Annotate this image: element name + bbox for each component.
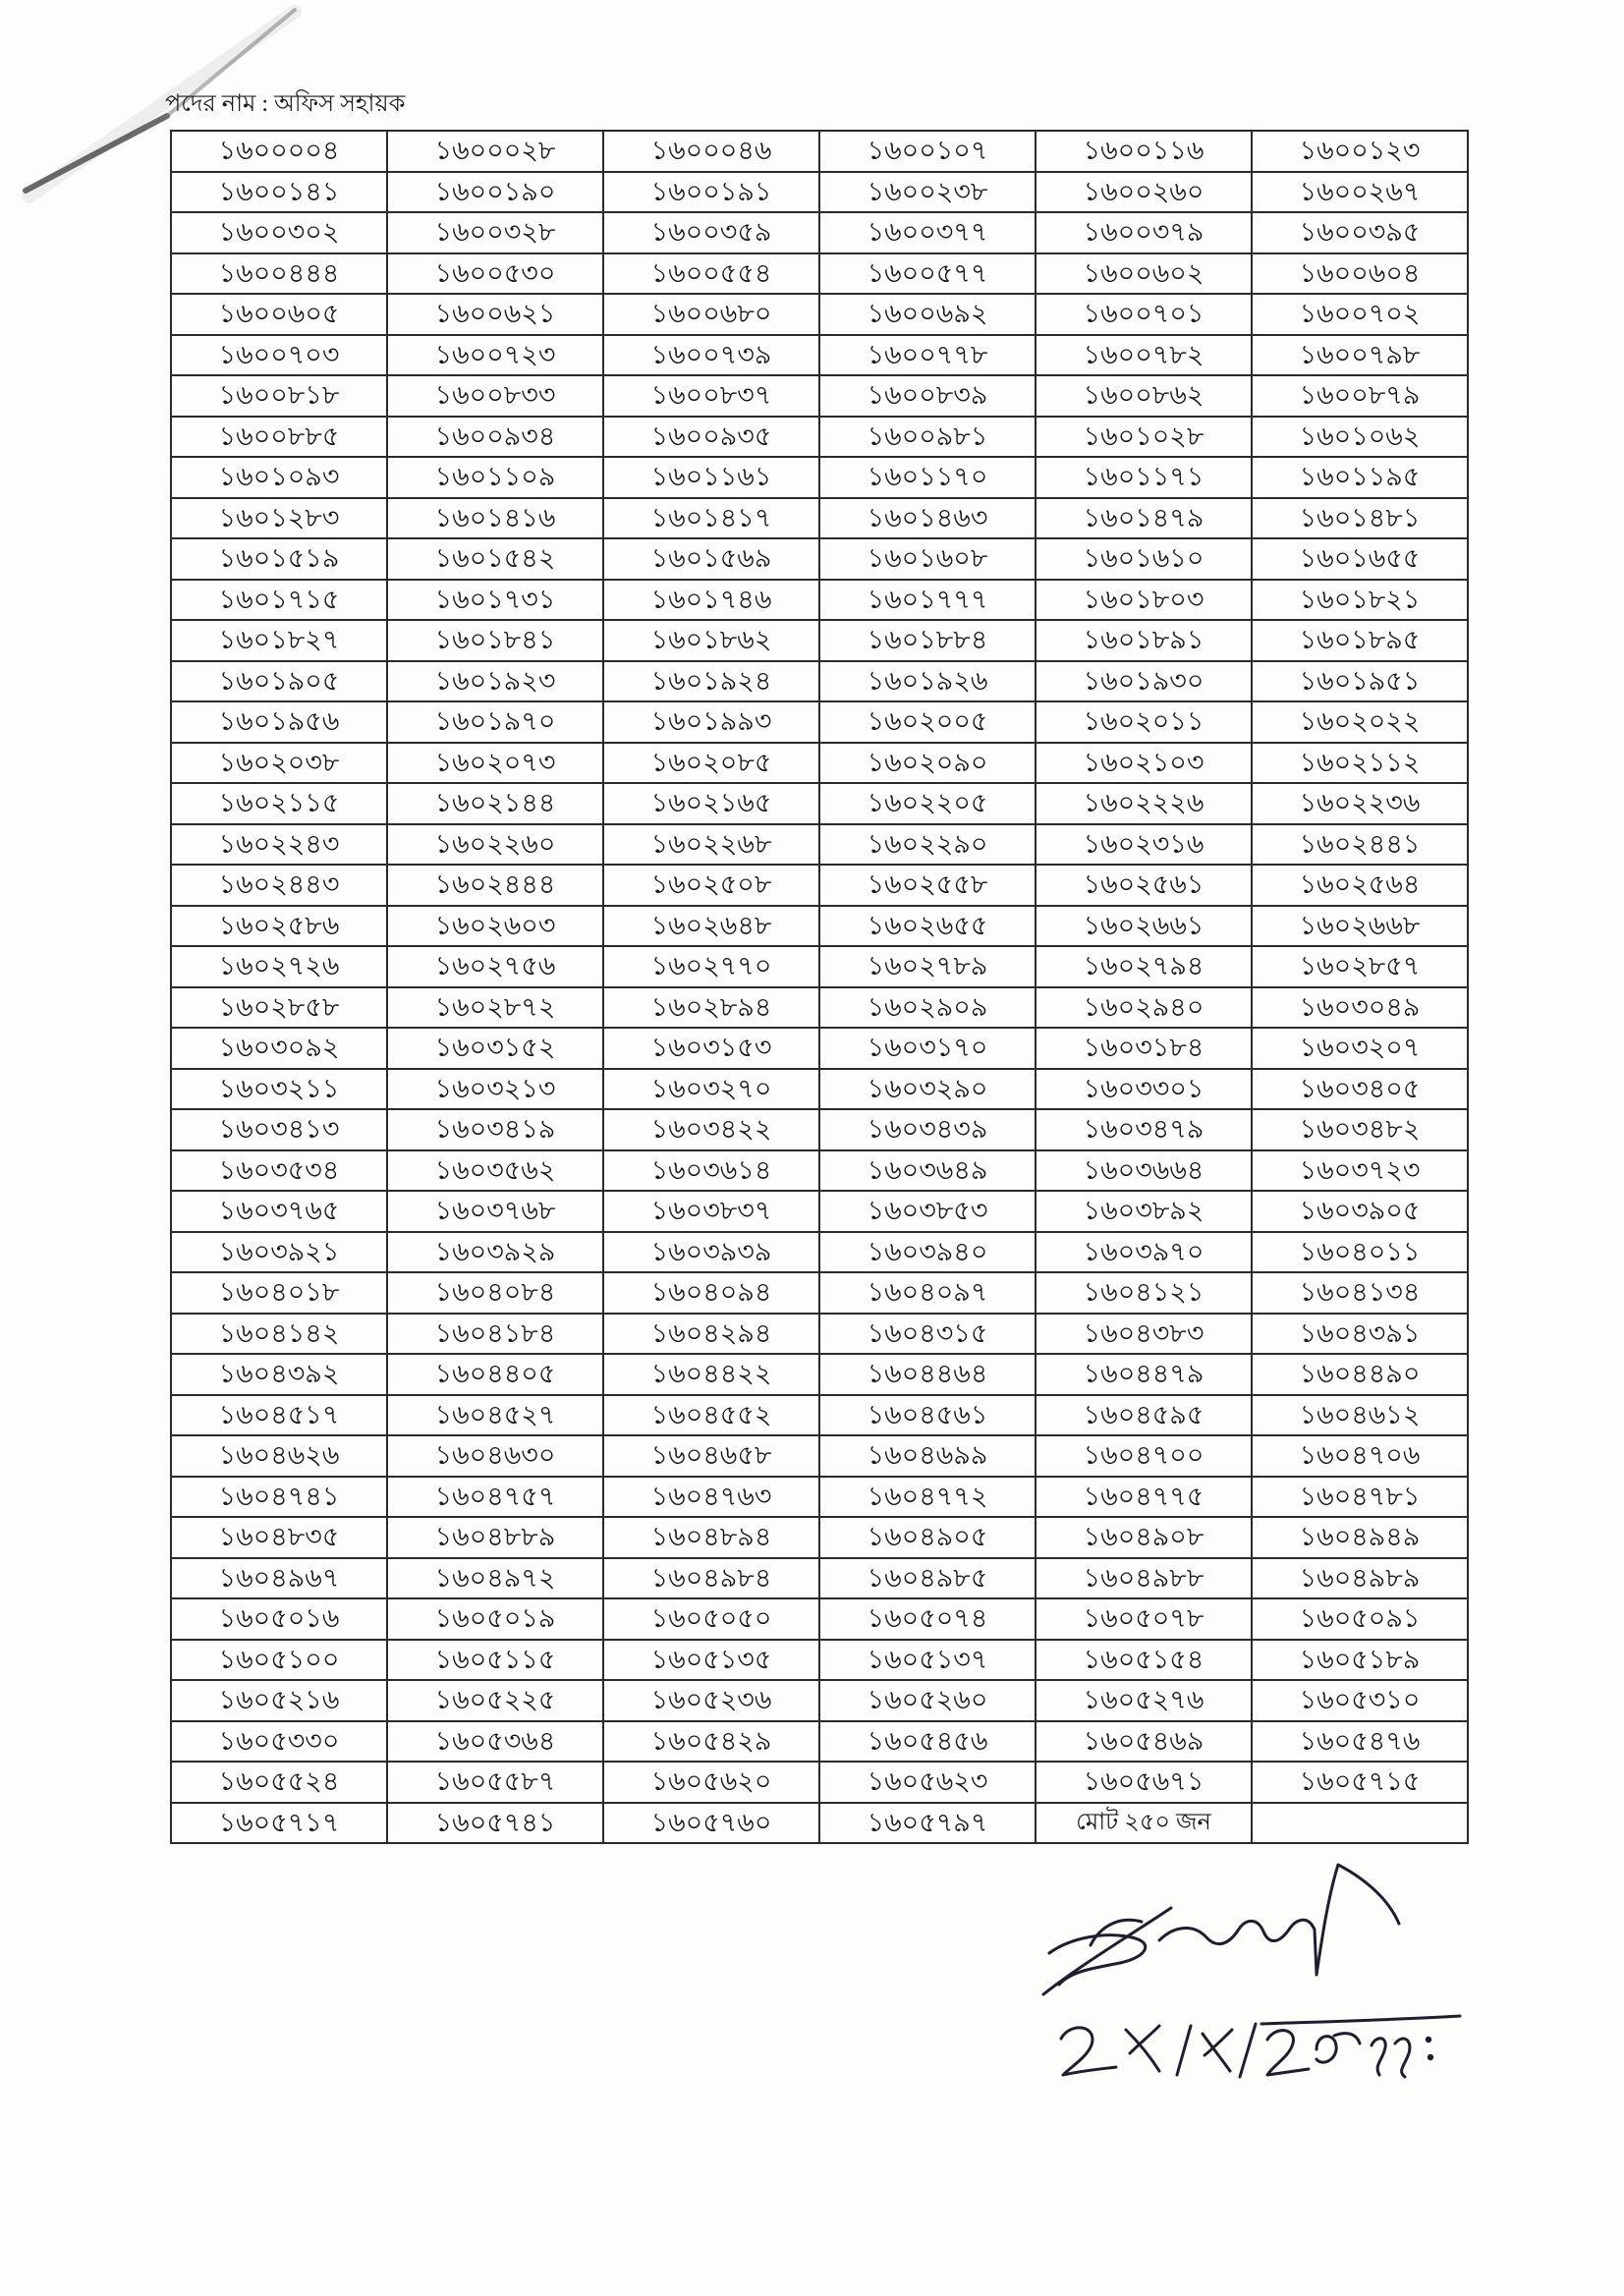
table-row [171,701,1468,743]
table-row [171,865,1468,906]
roll-number-cell: ১৬০৫২৬০ [819,1680,1036,1721]
roll-number-cell: ১৬০০৭০৩ [171,335,387,376]
roll-number-cell: ১৬০৪০১১ [1252,1232,1468,1273]
roll-number-cell: ১৬০৩৯৭০ [1036,1232,1252,1273]
roll-number-cell: ১৬০৫০১৬ [171,1598,387,1640]
roll-number-cell: ১৬০২৩১৬ [1036,824,1252,866]
roll-number-cell: ১৬০১১৬১ [603,457,819,498]
table-row [171,1721,1468,1763]
roll-number-cell: ১৬০২৪৪৪ [387,865,603,906]
roll-number-cell: ১৬০৩১৫২ [387,1028,603,1069]
roll-number-cell: ১৬০০৮৭৯ [1252,375,1468,417]
roll-number-cell: ১৬০২২৬০ [387,824,603,866]
roll-number-cell: ১৬০১৪১৬ [387,498,603,539]
roll-number-cell: ১৬০৩৯৪০ [819,1232,1036,1273]
total-count-cell: মোট ২৫০ জন [1036,1803,1252,1844]
roll-number-cell: ১৬০৪৪৯০ [1252,1354,1468,1395]
roll-number-cell: ১৬০০০০৪ [171,131,387,172]
table-row [171,1232,1468,1273]
roll-number-cell: ১৬০২১১২ [1252,743,1468,784]
roll-number-cell: ১৬০০৭৩৯ [603,335,819,376]
roll-number-cell: ১৬০০৭৭৮ [819,335,1036,376]
roll-number-cell: ১৬০৪৩৮৩ [1036,1314,1252,1355]
roll-number-cell: ১৬০২০২২ [1252,701,1468,743]
roll-number-cell: ১৬০১১০৯ [387,457,603,498]
roll-number-cell: ১৬০১৫১৯ [171,538,387,580]
roll-number-cell: ১৬০২২৬৮ [603,824,819,866]
table-row [171,1762,1468,1803]
roll-number-cell: ১৬০৫৪৫৬ [819,1721,1036,1763]
table-row [171,1272,1468,1314]
roll-number-cell: ১৬০১১৯৫ [1252,457,1468,498]
roll-number-cell: ১৬০০৬০৪ [1252,253,1468,295]
roll-number-cell: ১৬০০৯৮১ [819,417,1036,458]
roll-number-cell: ১৬০১৯২৪ [603,661,819,702]
table-row [171,743,1468,784]
table-row [171,946,1468,987]
roll-number-cell: ১৬০২১৬৫ [603,783,819,824]
roll-number-cell: ১৬০৪৯০৮ [1036,1517,1252,1558]
roll-number-cell: ১৬০০৬০৫ [171,294,387,335]
roll-number-cell: ১৬০৫০৭৮ [1036,1598,1252,1640]
roll-number-cell: ১৬০৫৫২৪ [171,1762,387,1803]
roll-number-cell: ১৬০০৭৮২ [1036,335,1252,376]
roll-number-cell: ১৬০৪০৮৪ [387,1272,603,1314]
roll-number-cell: ১৬০২১৪৪ [387,783,603,824]
roll-number-cell: ১৬০২৬০৩ [387,906,603,947]
roll-number-cell: ১৬০৫২১৬ [171,1680,387,1721]
roll-number-cell: ১৬০১৪৮১ [1252,498,1468,539]
roll-number-cell: ১৬০১৯৭০ [387,701,603,743]
roll-number-cell: ১৬০৩১৮৪ [1036,1028,1252,1069]
roll-number-cell: ১৬০৪০৯৪ [603,1272,819,1314]
roll-number-cell: ১৬০২৯৪০ [1036,987,1252,1029]
roll-number-cell: ১৬০৫৭৪১ [387,1803,603,1844]
roll-number-cell: ১৬০৫৩৩০ [171,1721,387,1763]
roll-number-cell: ১৬০৩৭২৩ [1252,1150,1468,1192]
table-row [171,661,1468,702]
table-row [171,457,1468,498]
roll-number-cell: ১৬০৫২৭৬ [1036,1680,1252,1721]
table-row [171,498,1468,539]
roll-number-cell: ১৬০২৬৬১ [1036,906,1252,947]
roll-number-cell: ১৬০২৫৬৪ [1252,865,1468,906]
roll-number-cell: ১৬০০৮৩৯ [819,375,1036,417]
handwritten-signature [1022,1847,1474,2102]
roll-number-cell: ১৬০০৫৭৭ [819,253,1036,295]
roll-number-cell: ১৬০০৩৭৯ [1036,212,1252,253]
roll-number-cell: ১৬০৪৭৭২ [819,1477,1036,1518]
roll-number-cell: ১৬০৪৫৬১ [819,1395,1036,1436]
roll-number-cell: ১৬০১৮২৭ [171,620,387,661]
roll-number-cell: ১৬০৪৫৯৫ [1036,1395,1252,1436]
roll-number-cell: ১৬০৫৫৮৭ [387,1762,603,1803]
table-row [171,131,1468,172]
roll-number-cell: ১৬০৪১৪২ [171,1314,387,1355]
roll-number-cell: ১৬০০৯৩৫ [603,417,819,458]
roll-number-cell: ১৬০০৩২৮ [387,212,603,253]
roll-number-cell: ১৬০৪৭৮১ [1252,1477,1468,1518]
roll-number-cell: ১৬০৫৩৬৪ [387,1721,603,1763]
table-row [171,1028,1468,1069]
roll-number-cell: ১৬০২৫০৮ [603,865,819,906]
roll-number-cell: ১৬০৫৬২৩ [819,1762,1036,1803]
roll-number-cell: ১৬০০১৪১ [171,172,387,213]
roll-number-cell: ১৬০২২৪৩ [171,824,387,866]
empty-cell [1252,1803,1468,1844]
roll-number-cell: ১৬০০৫৫৪ [603,253,819,295]
roll-number-cell: ১৬০২৫৮৬ [171,906,387,947]
table-row [171,172,1468,213]
roll-number-cell: ১৬০৫০৯১ [1252,1598,1468,1640]
roll-number-cell: ১৬০১৮৮৪ [819,620,1036,661]
roll-number-cell: ১৬০১৫৬৯ [603,538,819,580]
roll-number-cell: ১৬০৫০১৯ [387,1598,603,1640]
roll-number-cell: ১৬০০৮১৮ [171,375,387,417]
roll-number-cell: ১৬০৩৭৬৫ [171,1191,387,1232]
roll-number-cell: ১৬০৫৪৭৬ [1252,1721,1468,1763]
roll-number-cell: ১৬০৩৪৮২ [1252,1109,1468,1150]
roll-number-cell: ১৬০৪৬৫৮ [603,1435,819,1477]
roll-number-cell: ১৬০৫৭১৭ [171,1803,387,1844]
roll-number-cell: ১৬০০৬৮০ [603,294,819,335]
roll-number-cell: ১৬০৪৬১২ [1252,1395,1468,1436]
roll-number-cell: ১৬০১৬৫৫ [1252,538,1468,580]
table-row [171,1109,1468,1150]
roll-number-cell: ১৬০১৯৯৩ [603,701,819,743]
table-row [171,906,1468,947]
roll-number-cell: ১৬০২৮৭২ [387,987,603,1029]
roll-number-cell: ১৬০৪৪২২ [603,1354,819,1395]
roll-number-cell: ১৬০৪৯৭২ [387,1558,603,1599]
roll-number-cell: ১৬০৪১৮৪ [387,1314,603,1355]
roll-number-cell: ১৬০০৩৫৯ [603,212,819,253]
table-row [171,580,1468,621]
table-row [171,375,1468,417]
table-row [171,1191,1468,1232]
roll-number-cell: ১৬০১৮০৩ [1036,580,1252,621]
roll-number-cell: ১৬০৪৪৭৯ [1036,1354,1252,1395]
roll-number-cell: ১৬০৫০৫০ [603,1598,819,1640]
roll-number-cell: ১৬০৩৬১৪ [603,1150,819,1192]
roll-number-cell: ১৬০১৭৩১ [387,580,603,621]
roll-number-cell: ১৬০২০৩৮ [171,743,387,784]
roll-number-cell: ১৬০০১৯১ [603,172,819,213]
table-row [171,1354,1468,1395]
roll-number-cell: ১৬০০৮৬২ [1036,375,1252,417]
table-row [171,1598,1468,1640]
roll-number-cell: ১৬০৫০৭৪ [819,1598,1036,1640]
table-row [171,620,1468,661]
roll-number-cell: ১৬০২৭২৬ [171,946,387,987]
table-row [171,1517,1468,1558]
roll-number-cell: ১৬০৪৭৬৩ [603,1477,819,1518]
roll-number-cell: ১৬০৪৩৯১ [1252,1314,1468,1355]
roll-number-cell: ১৬০৩৮৩৭ [603,1191,819,1232]
table-row [171,538,1468,580]
roll-number-cell: ১৬০২৭৫৬ [387,946,603,987]
roll-number-cell: ১৬০৫১৩৭ [819,1640,1036,1681]
roll-number-cell: ১৬০৩২০৭ [1252,1028,1468,1069]
roll-number-cell: ১৬০৩২৯০ [819,1069,1036,1110]
roll-number-cell: ১৬০৪০১৮ [171,1272,387,1314]
roll-number-cell: ১৬০৪৭৪১ [171,1477,387,1518]
roll-number-cell: ১৬০১৯০৫ [171,661,387,702]
roll-number-cell: ১৬০২৫৬১ [1036,865,1252,906]
roll-number-cell: ১৬০৩২১১ [171,1069,387,1110]
roll-number-cell: ১৬০৫৬২০ [603,1762,819,1803]
roll-number-cell: ১৬০৪৫২৭ [387,1395,603,1436]
roll-number-cell: ১৬০৪৯৮৪ [603,1558,819,1599]
roll-number-cell: ১৬০২৬৪৮ [603,906,819,947]
roll-number-cell: ১৬০২১১৫ [171,783,387,824]
roll-number-cell: ১৬০৪৩৯২ [171,1354,387,1395]
roll-number-cell: ১৬০২২৯০ [819,824,1036,866]
roll-number-cell: ১৬০৩৯২৯ [387,1232,603,1273]
roll-number-cell: ১৬০২৬৫৫ [819,906,1036,947]
roll-number-cell: ১৬০১৪৭৯ [1036,498,1252,539]
roll-number-cell: ১৬০৪৭০০ [1036,1435,1252,1477]
roll-number-cell: ১৬০৩৫৩৪ [171,1150,387,1192]
roll-number-cell: ১৬০৪৫৫২ [603,1395,819,1436]
roll-number-cell: ১৬০০৬০২ [1036,253,1252,295]
roll-number-cell: ১৬০৫২২৫ [387,1680,603,1721]
roll-number-cell: ১৬০২৭৭০ [603,946,819,987]
roll-number-cell: ১৬০১৭১৫ [171,580,387,621]
roll-number-cell: ১৬০১৮৯৫ [1252,620,1468,661]
table-row [171,335,1468,376]
roll-number-cell: ১৬০১৮৪১ [387,620,603,661]
roll-number-cell: ১৬০৩৪৩৯ [819,1109,1036,1150]
roll-number-cell: ১৬০৩১৭০ [819,1028,1036,1069]
roll-number-cell: ১৬০১২৮৩ [171,498,387,539]
table-row [171,1150,1468,1192]
roll-number-cell: ১৬০০৩০২ [171,212,387,253]
roll-number-cell: ১৬০০৭২৩ [387,335,603,376]
roll-number-cell: ১৬০০৬২১ [387,294,603,335]
roll-number-cell: ১৬০২৭৯৪ [1036,946,1252,987]
table-row [171,1314,1468,1355]
roll-number-cell: ১৬০১৮৯১ [1036,620,1252,661]
roll-number-cell: ১৬০৪৭৫৭ [387,1477,603,1518]
roll-number-cell: ১৬০৪১২১ [1036,1272,1252,1314]
roll-number-cell: ১৬০১৯২৬ [819,661,1036,702]
table-row [171,987,1468,1029]
roll-number-cell: ১৬০২৮৯৪ [603,987,819,1029]
roll-number-cell: ১৬০৪৬৩০ [387,1435,603,1477]
roll-number-cell: ১৬০৪৯৮৮ [1036,1558,1252,1599]
roll-number-cell: ১৬০০২৬০ [1036,172,1252,213]
roll-number-cell: ১৬০০৬৯২ [819,294,1036,335]
roll-number-cell: ১৬০৪১৩৪ [1252,1272,1468,1314]
roll-number-cell: ১৬০২০৮৫ [603,743,819,784]
table-row [171,1803,1468,1844]
roll-number-cell: ১৬০২৪৪৩ [171,865,387,906]
roll-number-cell: ১৬০৫৭১৫ [1252,1762,1468,1803]
roll-number-cell: ১৬০৪৬৯৯ [819,1435,1036,1477]
table-row [171,1477,1468,1518]
table-row [171,783,1468,824]
roll-number-cell: ১৬০২৭৮৯ [819,946,1036,987]
roll-number-cell: ১৬০২০৭৩ [387,743,603,784]
roll-number-cell: ১৬০০৭৯৮ [1252,335,1468,376]
roll-number-cell: ১৬০১৫৪২ [387,538,603,580]
roll-number-cell: ১৬০৩০৯২ [171,1028,387,1069]
roll-number-cell: ১৬০৪৯৮৯ [1252,1558,1468,1599]
roll-number-cell: ১৬০৪৮৮৯ [387,1517,603,1558]
roll-number-cell: ১৬০০৯৩৪ [387,417,603,458]
roll-number-cell: ১৬০৪৪৬৪ [819,1354,1036,1395]
roll-number-cell: ১৬০৪৭০৬ [1252,1435,1468,1477]
roll-number-cell: ১৬০৫১৮৯ [1252,1640,1468,1681]
roll-number-cell: ১৬০২৬৬৮ [1252,906,1468,947]
roll-number-cell: ১৬০১৭৭৭ [819,580,1036,621]
roll-number-cell: ১৬০১৯৫৬ [171,701,387,743]
roll-number-cell: ১৬০৩৪১৯ [387,1109,603,1150]
roll-number-cell: ১৬০০১২৩ [1252,131,1468,172]
table-row [171,1680,1468,1721]
roll-number-cell: ১৬০৫৪২৯ [603,1721,819,1763]
roll-number-cell: ১৬০৩৮৫৩ [819,1191,1036,1232]
roll-number-cell: ১৬০৫১০০ [171,1640,387,1681]
roll-number-cell: ১৬০৩৪০৫ [1252,1069,1468,1110]
roll-number-cell: ১৬০০১০৭ [819,131,1036,172]
roll-number-cell: ১৬০০২৬৭ [1252,172,1468,213]
roll-number-cell: ১৬০০৫৩০ [387,253,603,295]
roll-number-cell: ১৬০২৫৫৮ [819,865,1036,906]
roll-number-cell: ১৬০৫১৫৪ [1036,1640,1252,1681]
roll-number-cell: ১৬০১০৬২ [1252,417,1468,458]
roll-number-cell: ১৬০১৯৩০ [1036,661,1252,702]
table-row [171,417,1468,458]
roll-number-cell: ১৬০৫২৩৬ [603,1680,819,1721]
roll-number-cell: ১৬০১০২৮ [1036,417,1252,458]
roll-number-cell: ১৬০৪৮৯৪ [603,1517,819,1558]
roll-number-cell: ১৬০৩০৪৯ [1252,987,1468,1029]
roll-number-cell: ১৬০৪৯৪৯ [1252,1517,1468,1558]
roll-number-cell: ১৬০০৮৮৫ [171,417,387,458]
roll-number-cell: ১৬০০৮৩৭ [603,375,819,417]
roll-number-cell: ১৬০৪৯০৫ [819,1517,1036,1558]
roll-number-cell: ১৬০১৪৬৩ [819,498,1036,539]
roll-number-cell: ১৬০৩২৭০ [603,1069,819,1110]
table-row [171,212,1468,253]
roll-number-cell: ১৬০১১৭০ [819,457,1036,498]
roll-number-cell: ১৬০৪৪০৫ [387,1354,603,1395]
roll-number-cell: ১৬০৩৪১৩ [171,1109,387,1150]
roll-number-cell: ১৬০৫৩১০ [1252,1680,1468,1721]
roll-number-cell: ১৬০০১১৬ [1036,131,1252,172]
roll-number-cell: ১৬০৪৯৬৭ [171,1558,387,1599]
roll-number-table-body [171,131,1468,1843]
roll-number-cell: ১৬০৪৮৩৫ [171,1517,387,1558]
roll-number-cell: ১৬০৫৭৯৭ [819,1803,1036,1844]
roll-number-cell: ১৬০৩২১৩ [387,1069,603,1110]
roll-number-cell: ১৬০৫৪৬৯ [1036,1721,1252,1763]
table-row [171,1435,1468,1477]
roll-number-cell: ১৬০৩৯০৫ [1252,1191,1468,1232]
roll-number-cell: ১৬০৩৩০১ [1036,1069,1252,1110]
roll-number-cell: ১৬০৫৬৭১ [1036,1762,1252,1803]
roll-number-cell: ১৬০২০৯০ [819,743,1036,784]
roll-number-cell: ১৬০৩৬৬৪ [1036,1150,1252,1192]
roll-number-cell: ১৬০৩৯২১ [171,1232,387,1273]
roll-number-cell: ১৬০০০৪৬ [603,131,819,172]
roll-number-cell: ১৬০১০৯৩ [171,457,387,498]
roll-number-cell: ১৬০৪৬২৬ [171,1435,387,1477]
roll-number-cell: ১৬০১৬১০ [1036,538,1252,580]
roll-number-cell: ১৬০৩৭৬৮ [387,1191,603,1232]
roll-number-cell: ১৬০৫১১৫ [387,1640,603,1681]
roll-number-cell: ১৬০২৯০৯ [819,987,1036,1029]
roll-number-cell: ১৬০১৮২১ [1252,580,1468,621]
roll-number-cell: ১৬০১৪১৭ [603,498,819,539]
roll-number-cell: ১৬০৩৪৭৯ [1036,1109,1252,1150]
roll-number-cell: ১৬০৩৬৪৯ [819,1150,1036,1192]
roll-number-cell: ১৬০০৩৭৭ [819,212,1036,253]
roll-number-cell: ১৬০৩৪২২ [603,1109,819,1150]
roll-number-cell: ১৬০২৪৪১ [1252,824,1468,866]
roll-number-cell: ১৬০৩১৫৩ [603,1028,819,1069]
roll-number-cell: ১৬০১১৭১ [1036,457,1252,498]
table-row [171,1558,1468,1599]
table-row [171,1395,1468,1436]
roll-number-cell: ১৬০৪৩১৫ [819,1314,1036,1355]
roll-number-cell: ১৬০১৯৫১ [1252,661,1468,702]
roll-number-cell: ১৬০০৭০১ [1036,294,1252,335]
roll-number-cell: ১৬০৩৫৬২ [387,1150,603,1192]
roll-number-cell: ১৬০২৮৫৮ [171,987,387,1029]
roll-number-cell: ১৬০৩৯৩৯ [603,1232,819,1273]
roll-number-cell: ১৬০৪০৯৭ [819,1272,1036,1314]
roll-number-cell: ১৬০০২৩৮ [819,172,1036,213]
roll-number-cell: ১৬০৫৭৬০ [603,1803,819,1844]
roll-number-cell: ১৬০১৭৪৬ [603,580,819,621]
roll-number-cell: ১৬০০৪৪৪ [171,253,387,295]
roll-number-cell: ১৬০৪২৯৪ [603,1314,819,1355]
roll-number-cell: ১৬০০০২৮ [387,131,603,172]
roll-number-cell: ১৬০১৯২৩ [387,661,603,702]
page-title: পদের নাম : অফিস সহায়ক [165,91,406,117]
roll-number-cell: ১৬০৪৫১৭ [171,1395,387,1436]
table-row [171,1640,1468,1681]
roll-number-cell: ১৬০০৩৯৫ [1252,212,1468,253]
table-row [171,253,1468,295]
roll-number-cell: ১৬০২২৩৬ [1252,783,1468,824]
roll-number-cell: ১৬০১৮৬২ [603,620,819,661]
roll-number-cell: ১৬০১৬০৮ [819,538,1036,580]
roll-number-cell: ১৬০৪৭৭৫ [1036,1477,1252,1518]
roll-number-cell: ১৬০০৮৩৩ [387,375,603,417]
roll-number-cell: ১৬০৩৮৯২ [1036,1191,1252,1232]
roll-number-cell: ১৬০২২০৫ [819,783,1036,824]
roll-number-cell: ১৬০০৭০২ [1252,294,1468,335]
roll-number-cell: ১৬০২০০৫ [819,701,1036,743]
roll-number-cell: ১৬০৫১৩৫ [603,1640,819,1681]
roll-number-cell: ১৬০২৮৫৭ [1252,946,1468,987]
roll-number-cell: ১৬০২০১১ [1036,701,1252,743]
roll-number-cell: ১৬০৪৯৮৫ [819,1558,1036,1599]
roll-number-cell: ১৬০২২২৬ [1036,783,1252,824]
table-row [171,294,1468,335]
roll-number-table [170,130,1469,1844]
roll-number-cell: ১৬০২১০৩ [1036,743,1252,784]
roll-number-cell: ১৬০০১৯০ [387,172,603,213]
table-row [171,1069,1468,1110]
table-row [171,824,1468,866]
